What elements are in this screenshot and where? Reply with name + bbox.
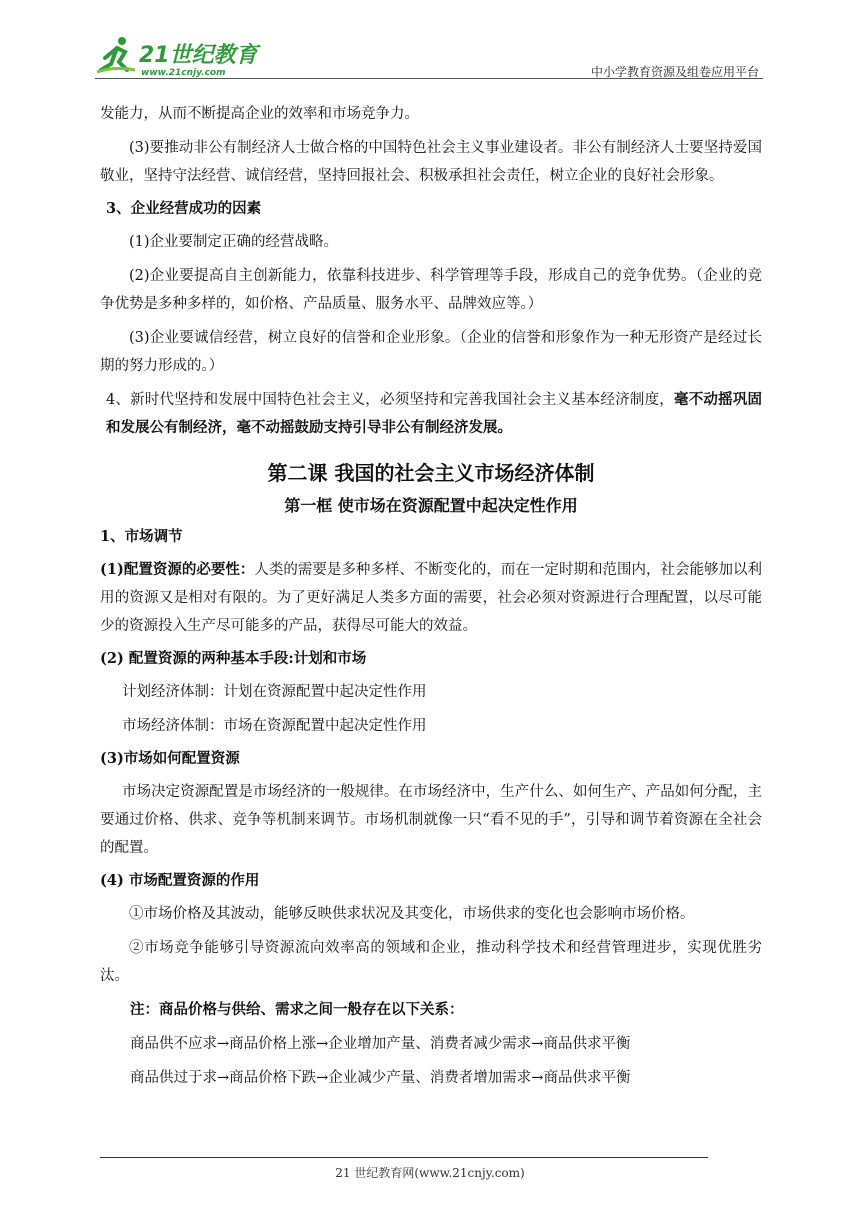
paragraph: (1)企业要制定正确的经营战略。 bbox=[129, 234, 339, 250]
svg-text:21世纪教育: 21世纪教育 bbox=[139, 43, 258, 68]
note: 注：商品价格与供给、需求之间一般存在以下关系： bbox=[130, 1001, 464, 1018]
bold-text-run: 毫不动摇巩固和发展公有制经济，毫不动摇鼓励支持引导非公有制经济发展。 bbox=[106, 391, 762, 436]
page-header bbox=[95, 30, 765, 82]
document-body bbox=[100, 100, 762, 1098]
heading: (2) 配置资源的两种基本手段:计划和市场 bbox=[100, 650, 367, 667]
header-divider bbox=[95, 78, 763, 79]
paragraph: 发能力，从而不断提高企业的效率和市场竞争力。 bbox=[100, 106, 419, 122]
paragraph: (2)企业要提高自主创新能力，依靠科技进步、科学管理等手段，形成自己的竞争优势。（企业的竞争优势是多种多样的，如价格、产品质量、服务水平、品牌效应等。） bbox=[100, 268, 762, 312]
site-logo bbox=[95, 34, 265, 78]
bold-label: (1)配置资源的必要性： bbox=[100, 561, 255, 578]
heading: 3、企业经营成功的因素 bbox=[106, 200, 262, 217]
paragraph: ②市场竞争能够引导资源流向效率高的领域和企业，推动科学技术和经营管理进步，实现优胜劣汰。 bbox=[100, 940, 762, 984]
heading: 1、市场调节 bbox=[100, 528, 183, 545]
footer-divider bbox=[100, 1157, 708, 1158]
svg-text:www.21cnjy.com: www.21cnjy.com bbox=[141, 68, 226, 78]
paragraph bbox=[100, 556, 762, 640]
text-run: 人类的需要是多种多样、不断变化的，而在一定时期和范围内，社会能够加以利用的资源又是相对有限的。为了更好满足人类多方面的需要，社会必须对资源进行合理配置，以尽可能少的资源投入生产尽可能多的产品，获得尽可能大的效益。 bbox=[100, 562, 763, 634]
text-run: 4、新时代坚持和发展中国特色社会主义，必须坚持和完善我国社会主义基本经济制度， bbox=[106, 392, 674, 408]
paragraph: (3)要推动非公有制经济人士做合格的中国特色社会主义事业建设者。非公有制经济人士要坚持爱国敬业，坚持守法经营、诚信经营，坚持回报社会、积极承担社会责任，树立企业的良好社会形象。 bbox=[100, 140, 762, 184]
paragraph bbox=[100, 386, 762, 442]
section-title: 第一框 使市场在资源配置中起决定性作用 bbox=[284, 496, 578, 515]
heading: (4) 市场配置资源的作用 bbox=[100, 872, 260, 889]
running-figure-icon bbox=[97, 37, 135, 72]
paragraph: 商品供不应求→商品价格上涨→企业增加产量、消费者减少需求→商品供求平衡 bbox=[130, 1036, 631, 1052]
paragraph: 市场经济体制：市场在资源配置中起决定性作用 bbox=[122, 718, 427, 734]
heading: (3)市场如何配置资源 bbox=[100, 750, 240, 767]
lesson-title: 第二课 我国的社会主义市场经济体制 bbox=[267, 461, 595, 485]
platform-name: 中小学教育资源及组卷应用平台 bbox=[590, 65, 759, 79]
paragraph: 商品供过于求→商品价格下跌→企业减少产量、消费者增加需求→商品供求平衡 bbox=[130, 1070, 631, 1086]
paragraph: 计划经济体制：计划在资源配置中起决定性作用 bbox=[122, 684, 427, 700]
paragraph: 市场决定资源配置是市场经济的一般规律。在市场经济中，生产什么、如何生产、产品如何分配，主要通过价格、供求、竞争等机制来调节。市场机制就像一只“看不见的手”，引导和调节着资源在全社会的配置。 bbox=[100, 784, 762, 856]
paragraph: ①市场价格及其波动，能够反映供求状况及其变化，市场供求的变化也会影响市场价格。 bbox=[129, 906, 695, 922]
paragraph: (3)企业要诚信经营，树立良好的信誉和企业形象。（企业的信誉和形象作为一种无形资产是经过长期的努力形成的。） bbox=[100, 330, 762, 374]
page-footer: 21 世纪教育网(www.21cnjy.com) bbox=[335, 1166, 525, 1180]
